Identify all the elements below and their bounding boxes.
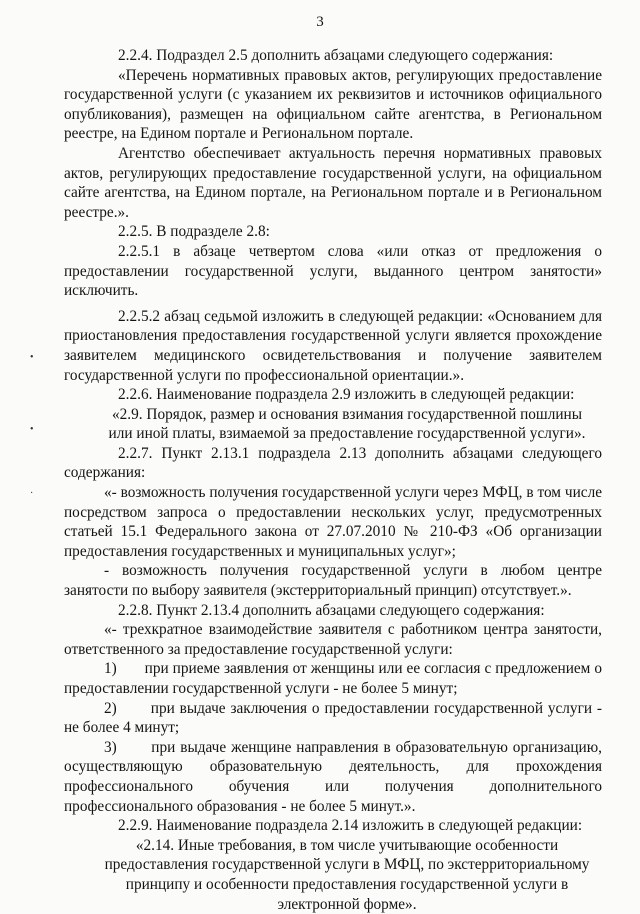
quoted-heading: «2.9. Порядок, размер и основания взимания государственной пошлины или иной платы, взимаемой за предоставление государственной услуги». <box>108 405 586 443</box>
list-item-number: 3) <box>104 738 117 756</box>
list-item <box>64 699 602 738</box>
list-item-number: 1) <box>104 660 117 678</box>
paragraph: 2.2.8. Пункт 2.13.4 дополнить абзацами следующего содержания: <box>118 601 545 619</box>
quoted-heading: «2.14. Иные требования, в том числе учитывающие особенности предоставления государственной услуги в МФЦ, по экстерриториальному принципу и особенности предоставления государственной услуги в электронной форме». <box>104 836 590 913</box>
paragraph: «- возможность получения государственной услуги через МФЦ, в том числе посредством запроса о предоставлении нескольких услуг, предусмотренных статьей 15.1 Федерального закона от 27.07.2010 № 210-ФЗ «Об организации предоставления государственных и муниципальных услуг»; <box>64 484 602 560</box>
paragraph: 2.2.5.1 в абзаце четвертом слова «или отказ от предложения о предоставлении государственной услуги, выданного центром занятости» исключить. <box>64 242 602 300</box>
list-item-text: при приеме заявления от женщины или ее согласия с предложением о предоставлении государственной услуги - не более 5 минут; <box>64 660 602 697</box>
list-item-text: при выдаче заключения о предоставлении государственной услуги - не более 4 минут; <box>64 699 602 737</box>
paragraph: «- трехкратное взаимодействие заявителя с работником центра занятости, ответственного за предоставление государственной услуги: <box>64 621 602 658</box>
document-body <box>64 46 602 914</box>
paragraph: 2.2.9. Наименование подраздела 2.14 изложить в следующей редакции: <box>118 817 583 835</box>
paragraph: 2.2.5. В подразделе 2.8: <box>118 223 270 241</box>
paragraph: «Перечень нормативных правовых актов, регулирующих предоставление государственной услуги (с указанием их реквизитов и источников официального опубликования), размещен на официальном сайте агентства, в Региональном реестре, на Едином портале и Региональном портале. <box>64 66 602 143</box>
paragraph: 2.2.4. Подраздел 2.5 дополнить абзацами следующего содержания: <box>118 47 554 64</box>
scan-mark: • <box>30 424 34 435</box>
list-item <box>64 659 602 698</box>
paragraph: Агентство обеспечивает актуальность перечня нормативных правовых актов, регулирующих предоставление государственной услуги, на официальном сайте агентства, на Едином портале, на Региональном портале и в Региональном реестре.». <box>64 144 602 221</box>
paragraph: 2.2.7. Пункт 2.13.1 подраздела 2.13 дополнить абзацами следующего содержания: <box>64 444 602 482</box>
list-item-number: 2) <box>104 699 117 717</box>
page-number: 3 <box>316 14 324 30</box>
paragraph: - возможность получения государственной услуги в любом центре занятости по выбору заявителя (экстерриториальный принцип) отсутствует.». <box>64 562 602 600</box>
paragraph: 2.2.6. Наименование подраздела 2.9 изложить в следующей редакции: <box>118 386 575 404</box>
list-item-text: при выдаче женщине направления в образовательную организацию, осуществляющую образовательную деятельность, для прохождения профессионального обучения или получения дополнительного профессионального образования - не более 5 минут.». <box>64 738 602 815</box>
scan-mark: • <box>30 352 34 363</box>
list-item <box>64 738 602 816</box>
paragraph: 2.2.5.2 абзац седьмой изложить в следующей редакции: «Основанием для приостановления предоставления государственной услуги является прохождение заявителем медицинского освидетельствования и получение заявителем государственной услуги по профессиональной ориентации.». <box>64 307 602 384</box>
scan-mark: · <box>30 488 34 499</box>
